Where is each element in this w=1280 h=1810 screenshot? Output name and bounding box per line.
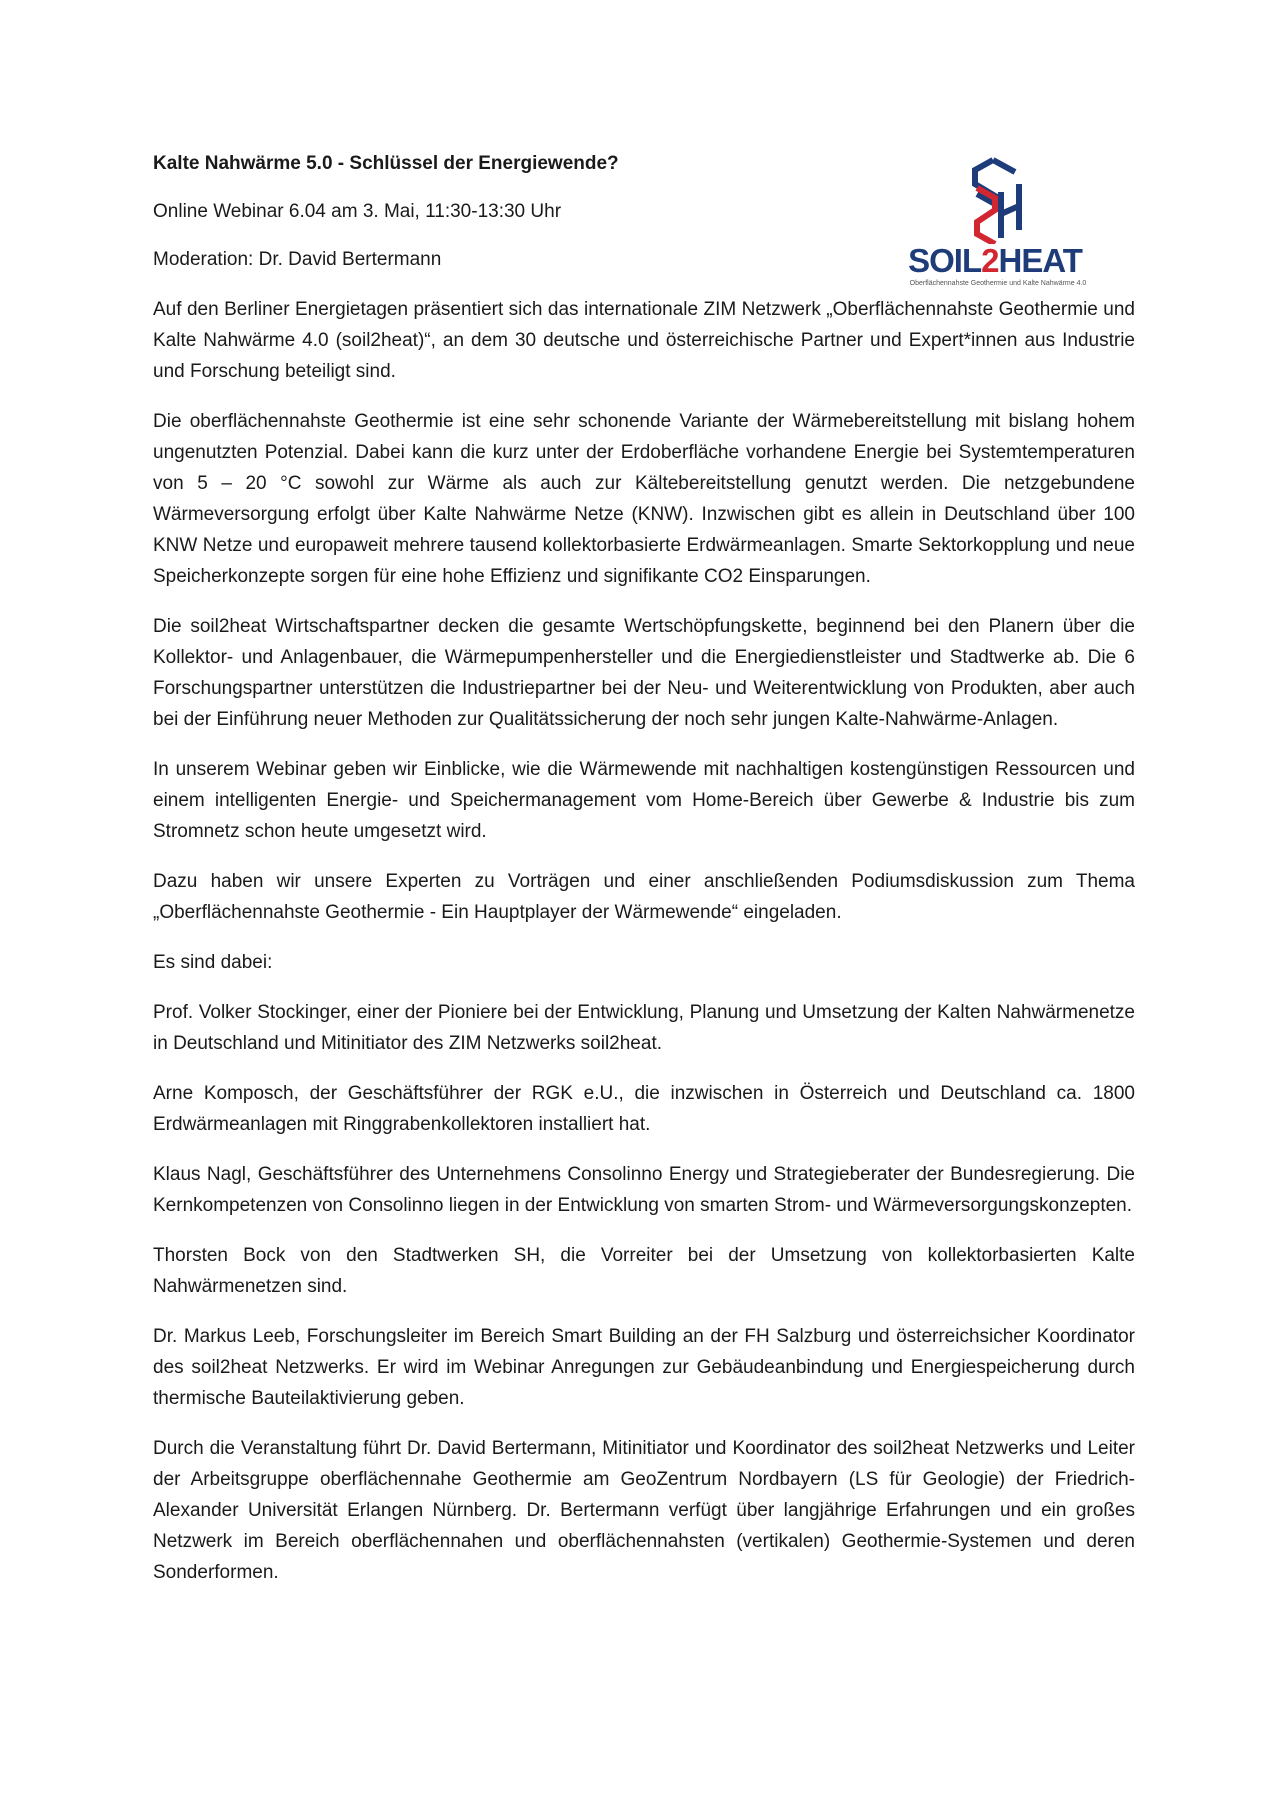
document-body: [153, 150, 1135, 1607]
logo-wordmark: SOIL2HEAT: [908, 242, 1082, 279]
paragraph-experten: Dazu haben wir unsere Experten zu Vorträgen und einer anschließenden Podiumsdiskussion zum Thema „Oberflächennahste Geothermie - Ein Hauptplayer der Wärmewende“ eingeladen.: [153, 871, 1135, 923]
paragraph-partner: Die soil2heat Wirtschaftspartner decken die gesamte Wertschöpfungskette, beginnend bei den Planern über die Kollektor- und Anlagenbauer, die Wärmepumpenhersteller und die Energiedienstleister und Stadtwerke ab. Die 6 Forschungspartner unterstützen die Industriepartner bei der Neu- und Weiterentwicklung von Produkten, aber auch bei der Einführung neuer Methoden zur Qualitätssicherung der noch sehr jungen Kalte-Nahwärme-Anlagen.: [153, 616, 1135, 730]
paragraph-bock: Thorsten Bock von den Stadtwerken SH, die Vorreiter bei der Umsetzung von kollektorbasierten Kalte Nahwärmenetzen sind.: [153, 1245, 1135, 1297]
paragraph-bertermann: Durch die Veranstaltung führt Dr. David Bertermann, Mitinitiator und Koordinator des soil2heat Netzwerks und Leiter der Arbeitsgruppe oberflächennahe Geothermie am GeoZentrum Nordbayern (LS für Geologie) der Friedrich-Alexander Universität Erlangen Nürnberg. Dr. Bertermann verfügt über langjährige Erfahrungen und ein großes Netzwerk im Bereich oberflächennahen und oberflächennahsten (vertikalen) Geothermie-Systemen und deren Sonderformen.: [153, 1438, 1135, 1583]
logo-tagline: Oberflächennahste Geothermie und Kalte Nahwärme 4.0: [909, 280, 1087, 287]
paragraph-komposch: Arne Komposch, der Geschäftsführer der RGK e.U., die inzwischen in Österreich und Deutschland ca. 1800 Erdwärmeanlagen mit Ringgrabenkollektoren installiert hat.: [153, 1083, 1135, 1135]
paragraph-leeb: Dr. Markus Leeb, Forschungsleiter im Bereich Smart Building an der FH Salzburg und österreichsicher Koordinator des soil2heat Netzwerks. Er wird im Webinar Anregungen zur Gebäudeanbindung und Energiespeicherung durch thermische Bauteilaktivierung geben.: [153, 1326, 1135, 1409]
moderation-line: Moderation: Dr. David Bertermann: [153, 249, 442, 270]
paragraph-geothermie: Die oberflächennahste Geothermie ist eine sehr schonende Variante der Wärmebereitstellung mit bislang hohem ungenutzten Potenzial. Dabei kann die kurz unter der Erdoberfläche vorhandene Energie bei Systemtemperaturen von 5 – 20 °C sowohl zur Wärme als auch zur Kältebereitstellung genutzt werden. Die netzgebundene Wärmeversorgung erfolgt über Kalte Nahwärme Netze (KNW). Inzwischen gibt es allein in Deutschland über 100 KNW Netze und europaweit mehrere tausend kollektorbasierte Erdwärmeanlagen. Smarte Sektorkopplung und neue Speicherkonzepte sorgen für eine hohe Effizienz und signifikante CO2 Einsparungen.: [153, 411, 1135, 587]
paragraph-stockinger: Prof. Volker Stockinger, einer der Pioniere bei der Entwicklung, Planung und Umsetzung der Kalten Nahwärmenetze in Deutschland und Mitinitiator des ZIM Netzwerks soil2heat.: [153, 1002, 1135, 1054]
paragraph-dabei: Es sind dabei:: [153, 952, 273, 973]
event-line: Online Webinar 6.04 am 3. Mai, 11:30-13:30 Uhr: [153, 201, 562, 222]
paragraph-webinar: In unserem Webinar geben wir Einblicke, wie die Wärmewende mit nachhaltigen kostengünstigen Ressourcen und einem intelligenten Energie- und Speichermanagement vom Home-Bereich über Gewerbe & Industrie bis zum Stromnetz schon heute umgesetzt wird.: [153, 759, 1135, 842]
document-title: Kalte Nahwärme 5.0 - Schlüssel der Energiewende?: [153, 153, 619, 174]
paragraph-intro: Auf den Berliner Energietagen präsentiert sich das internationale ZIM Netzwerk „Oberflächennahste Geothermie und Kalte Nahwärme 4.0 (soil2heat)“, an dem 30 deutsche und österreichische Partner und Expert*innen aus Industrie und Forschung beteiligt sind.: [153, 299, 1135, 382]
paragraph-nagl: Klaus Nagl, Geschäftsführer des Unternehmens Consolinno Energy und Strategieberater der Bundesregierung. Die Kernkompetenzen von Consolinno liegen in der Entwicklung von smarten Strom- und Wärmeversorgungskonzepten.: [153, 1164, 1135, 1216]
